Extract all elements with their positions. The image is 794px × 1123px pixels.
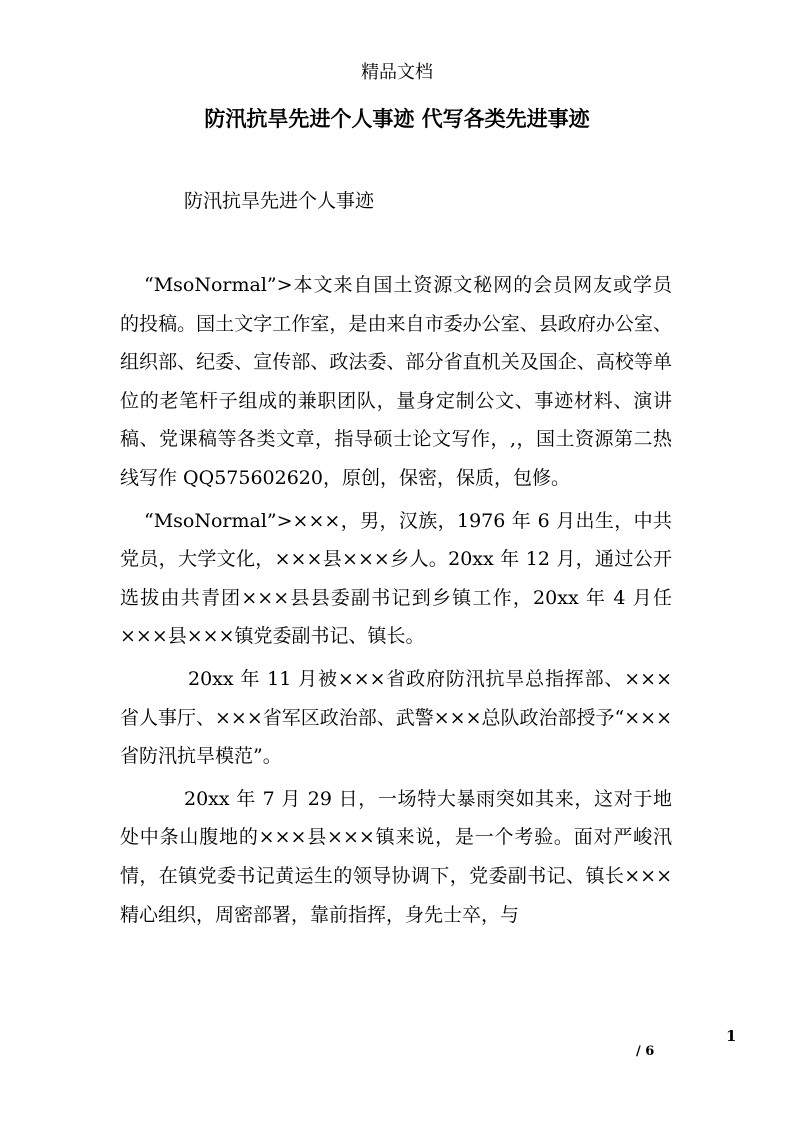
paragraph-3: 20xx 年 11 月被×××省政府防汛抗旱总指挥部、×××省人事厅、×××省军区政治部、武警×××总队政治部授予“×××省防汛抗旱模范”。: [120, 667, 672, 768]
paragraph-4: 20xx 年 7 月 29 日，一场特大暴雨突如其来，这对于地处中条山腹地的×××县×××镇来说，是一个考验。面对严峻汛情，在镇党委书记黄运生的领导协调下，党委副书记、镇长×××精心组织，周密部署，靠前指挥，身先士卒，与: [120, 787, 672, 926]
page-number: 1: [726, 1027, 737, 1045]
page-total: / 6: [636, 1044, 655, 1059]
paragraph-1: “MsoNormal”>本文来自国土资源文秘网的会员网友或学员的投稿。国土文字工作室，是由来自市委办公室、县政府办公室、组织部、纪委、宣传部、政法委、部分省直机关及国企、高校等单位的老笔杆子组成的兼职团队，量身定制公文、事迹材料、演讲稿、党课稿等各类文章，指导硕士论文写作，,，国土资源第二热线写作 QQ575602620，原创，保密，保质，包修。: [120, 274, 672, 489]
document-title: 防汛抗旱先进个人事迹 代写各类先进事迹: [204, 106, 590, 131]
document-body: [120, 266, 672, 934]
paragraph-2: “MsoNormal”>×××，男，汉族，1976 年 6 月出生，中共党员，大学文化，×××县×××乡人。20xx 年 12 月，通过公开选拔由共青团×××县县委副书记到乡镇工作，20xx 年 4 月任×××县×××镇党委副书记、镇长。: [120, 509, 672, 648]
page-header: 精品文档: [361, 62, 433, 83]
document-subtitle: 防汛抗旱先进个人事迹: [184, 190, 375, 212]
